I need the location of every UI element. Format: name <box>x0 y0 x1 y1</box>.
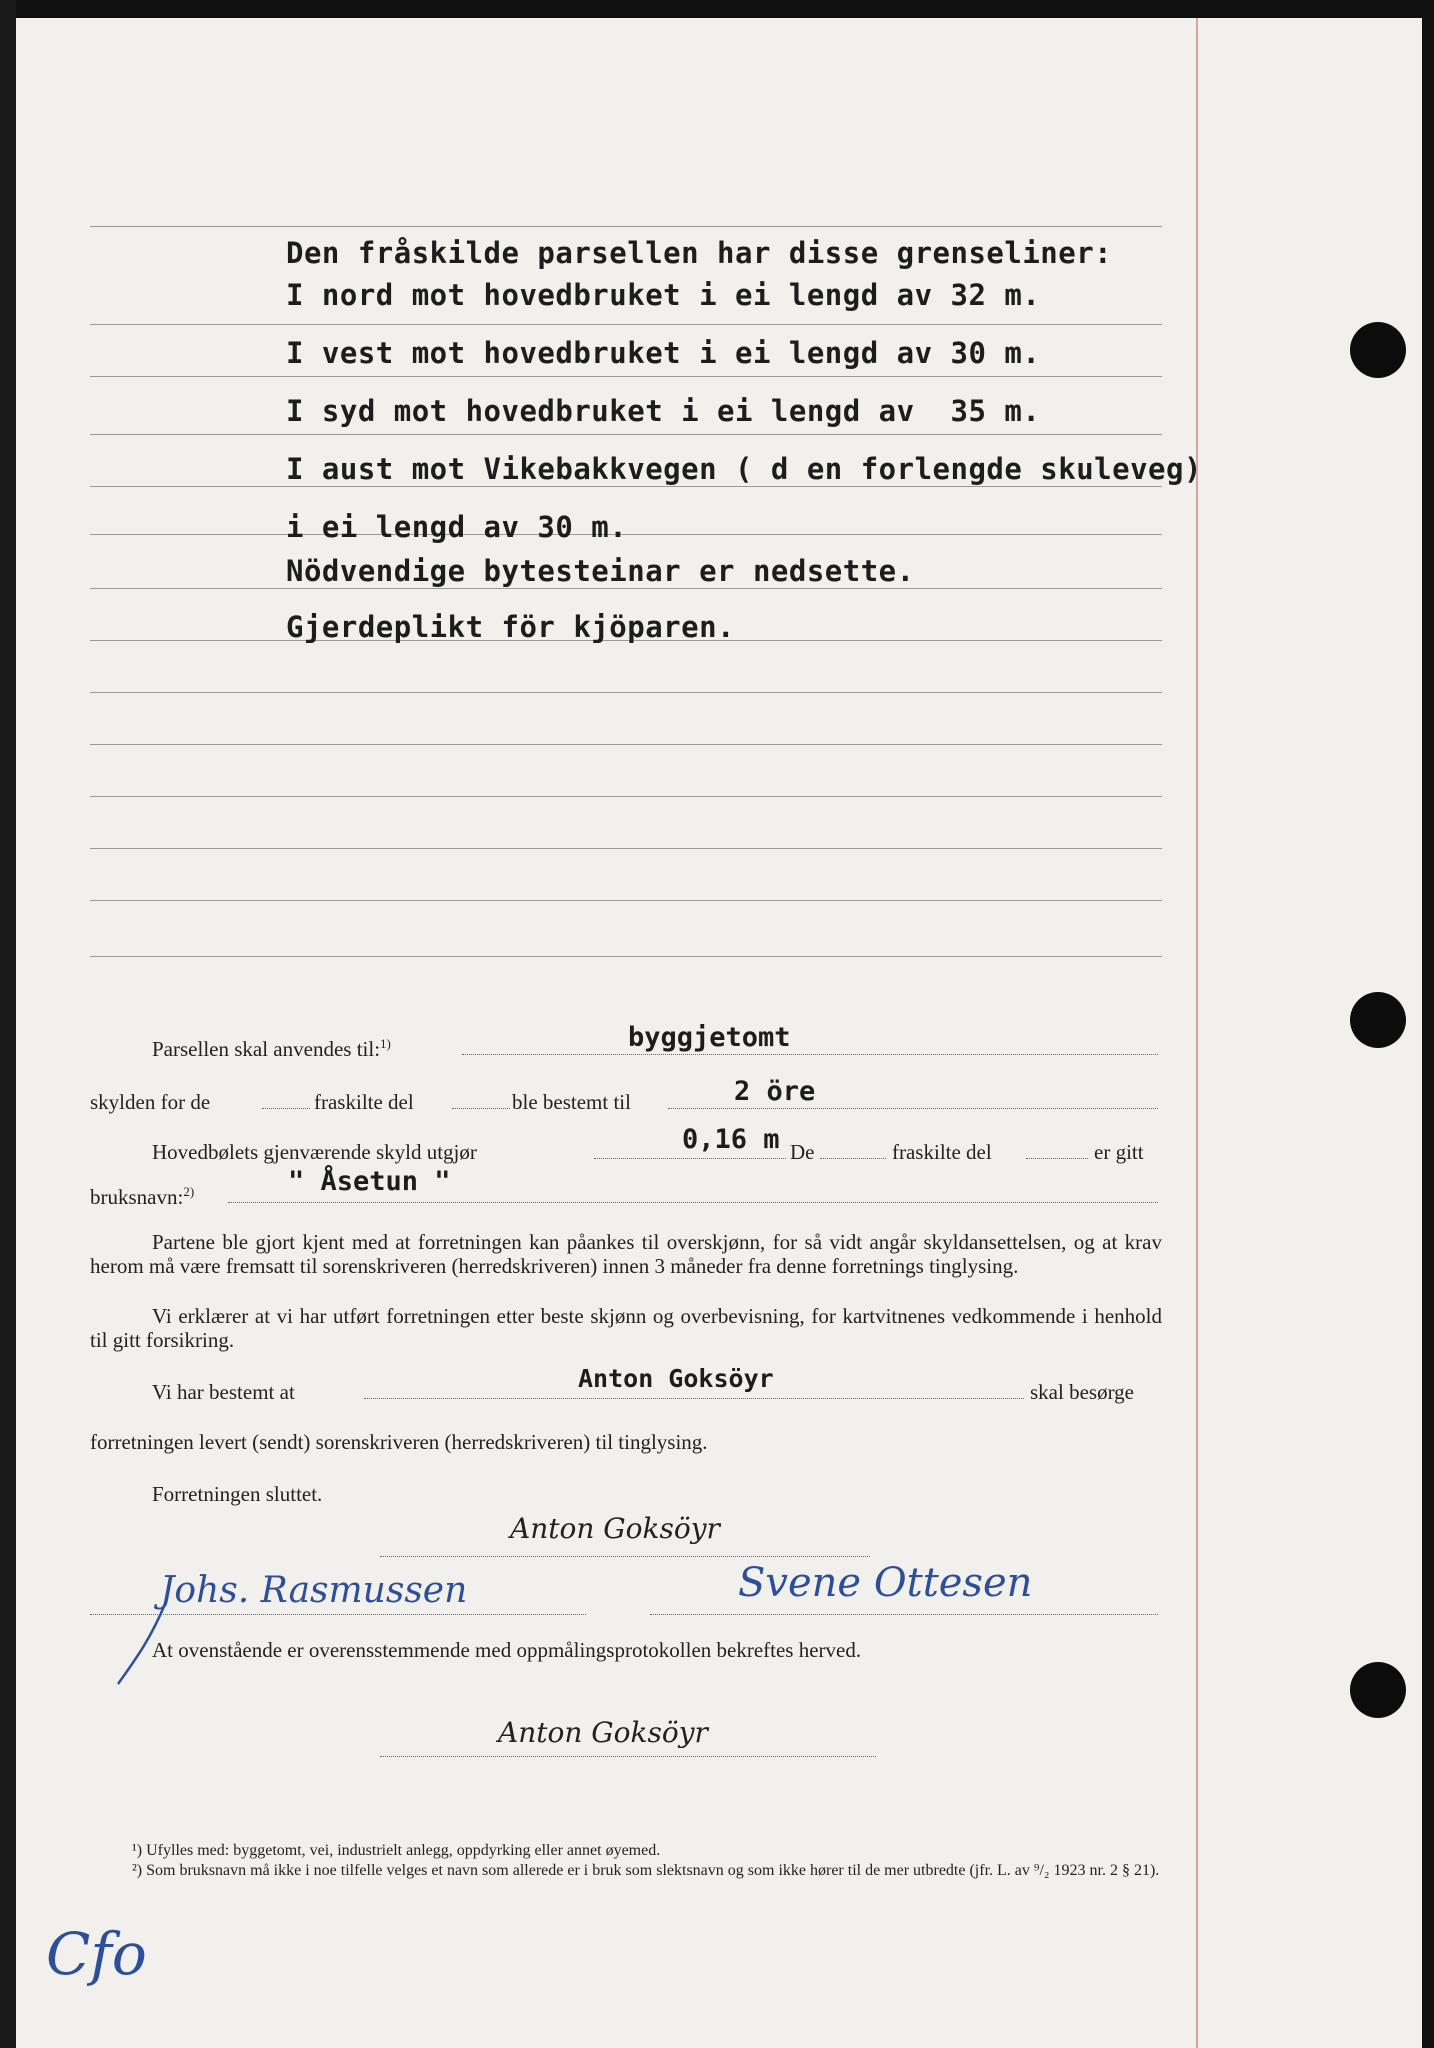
typed-line: I syd mot hovedbruket i ei lengd av 35 m. <box>286 394 1041 428</box>
use-label: Parsellen skal anvendes til: <box>152 1037 381 1061</box>
bruksnavn-value: " Åsetun " <box>288 1166 451 1197</box>
punch-hole <box>1350 322 1406 378</box>
skyld-suffix: ble bestemt til <box>512 1090 631 1114</box>
signature: Anton Goksöyr <box>510 1512 720 1545</box>
signature: Svene Ottesen <box>738 1560 1033 1606</box>
footnote-2: ²) Som bruksnavn må ikke i noe tilfelle velges et navn som allerede er i bruk som slektsnavn og som ikke hører til de mer utbredte (jfr. L. av ⁹/₂ 1923 nr. 2 § 21). <box>132 1862 1160 1879</box>
typed-line: I vest mot hovedbruket i ei lengd av 30 m. <box>286 336 1041 370</box>
punch-hole <box>1350 992 1406 1048</box>
sluttet-text: Forretningen sluttet. <box>152 1482 323 1506</box>
remaining-label: Hovedbølets gjenværende skyld utgjør <box>152 1140 477 1164</box>
declaration-paragraph: Vi erklærer at vi har utført forretningen etter beste skjønn og overbevisning, for kartvitnenes vedkommende i henhold til gitt forsikring. <box>90 1304 1162 1352</box>
footnote-1: ¹) Ufylles med: byggetomt, vei, industrielt anlegg, oppdyrking eller annet øyemed. <box>132 1842 661 1859</box>
bestemt-value: Anton Goksöyr <box>578 1364 774 1393</box>
remaining-value: 0,16 m <box>682 1124 780 1155</box>
use-value: byggjetomt <box>628 1022 791 1053</box>
besorge-label: skal besørge <box>1030 1380 1135 1404</box>
margin-red-line <box>1196 18 1198 2048</box>
levert-text: forretningen levert (sendt) sorenskriveren (herredskriveren) til tinglysing. <box>90 1430 708 1454</box>
bruksnavn-label: bruksnavn: <box>90 1185 184 1209</box>
typed-line: i ei lengd av 30 m. <box>286 510 628 544</box>
appeal-paragraph: Partene ble gjort kjent med at forretningen kan påankes til overskjønn, for så vidt angår skyldansettelsen, og at krav herom må være fremsatt til sorenskriveren (herredskriveren) innen 3 måneder fra denne forretnings tinglysing. <box>90 1230 1162 1278</box>
signature: Anton Goksöyr <box>498 1716 708 1749</box>
margin-note: Cfo <box>46 1920 147 1988</box>
bestemt-label: Vi har bestemt at <box>152 1380 295 1404</box>
confirm-text: At ovenstående er overensstemmende med oppmålingsprotokollen bekreftes herved. <box>152 1638 862 1662</box>
er-gitt: er gitt <box>1094 1140 1144 1164</box>
skyld-prefix: skylden for de <box>90 1090 211 1114</box>
typed-line: Nödvendige bytesteinar er nedsette. <box>286 554 915 588</box>
punch-hole <box>1350 1662 1406 1718</box>
fraskilte-label: fraskilte del <box>892 1140 992 1164</box>
document-page: Den fråskilde parsellen har disse grenseliner: I nord mot hovedbruket i ei lengd av 32 m. I vest mot hovedbruket i ei lengd av 30 m. I syd mot hovedbruket i ei lengd av 35 m. I aust mot Vikebakkvegen ( d en forlengde skuleveg) i ei lengd av 30 m. Nödvendige bytesteinar er nedsette. Gjerdeplikt för kjöparen. Parsellen skal anvendes til:$^{1)}$ byggjetomt skylden for de fraskilte del ble bestemt til 2 öre Hovedbølets gjenværende skyld utgjør 0,16 m De fraskilte del er gitt bruksnavn:$^{2)}$ " Åsetun " Partene ble gjort kjent med at forretningen kan påankes til overskjønn, for så vidt angår skyldansettelsen, og at krav herom må være fremsatt til sorenskriveren (herredskriveren) innen 3 måneder fra denne forretnings tinglysing. Vi erklærer at vi har utført forretningen etter beste skjønn og overbevisning, for kartvitnenes vedkommende i henhold til gitt forsikring. Vi har bestemt at Anton Goksöyr skal besørge forretningen levert (sendt) sorenskriveren (herredskriveren) til tinglysing. Forretningen sluttet. Anton Goksöyr Johs. Rasmussen Svene Ottesen At ovenstående er overensstemmende med oppmålingsprotokollen bekreftes herved. Anton Goksöyr ¹) Ufylles med: byggetomt, vei, industrielt anlegg, oppdyrking eller annet øyemed. ²) Som bruksnavn må ikke i noe tilfelle velges et navn som allerede er i bruk som slektsnavn og som ikke hører til de mer utbredte (jfr. L. av ⁹/₂ 1923 nr. 2 § 21). Cfo <box>0 0 1434 2048</box>
typed-line: Den fråskilde parsellen har disse grenseliner: <box>286 236 1113 270</box>
typed-line: I aust mot Vikebakkvegen ( d en forlengde skuleveg) <box>286 452 1202 486</box>
skyld-mid: fraskilte del <box>314 1090 414 1114</box>
skyld-value: 2 öre <box>734 1076 816 1107</box>
signature: Johs. Rasmussen <box>160 1570 468 1611</box>
typed-line: Gjerdeplikt för kjöparen. <box>286 610 735 644</box>
typed-line: I nord mot hovedbruket i ei lengd av 32 m. <box>286 278 1041 312</box>
de-label: De <box>790 1140 815 1164</box>
